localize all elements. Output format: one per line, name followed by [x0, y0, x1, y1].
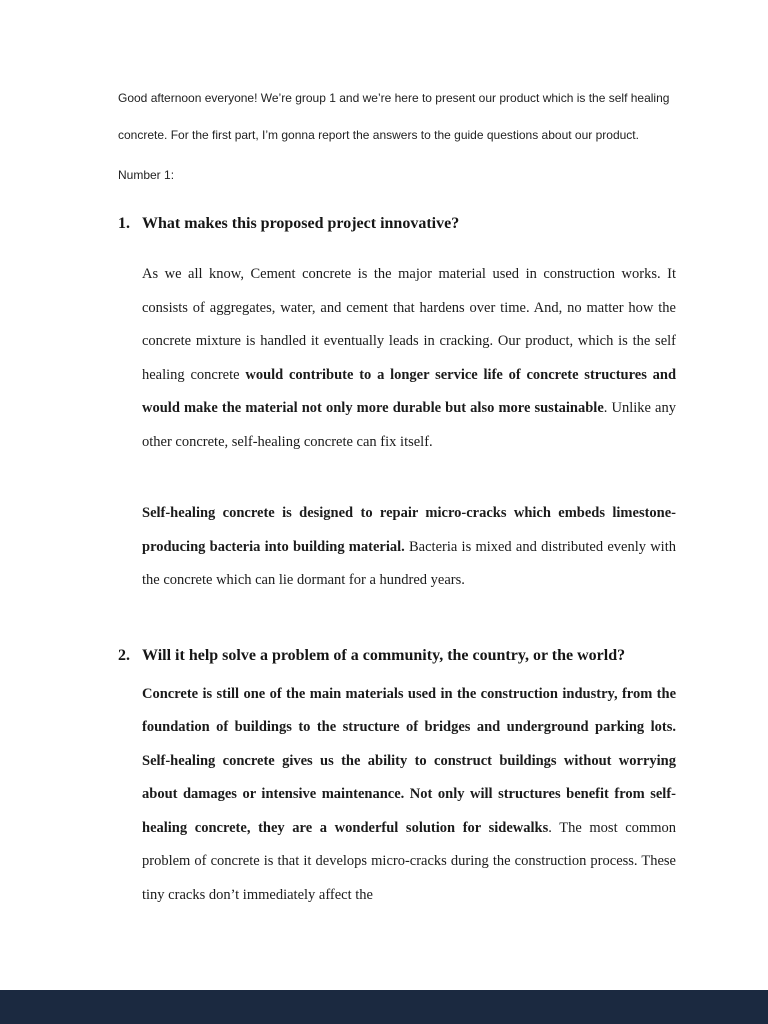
question-1-number: 1.	[118, 215, 130, 232]
question-1-title: What makes this proposed project innovative?	[142, 215, 460, 232]
question-1-paragraph-2: Self-healing concrete is designed to repair micro-cracks which embeds limestone-producing bacteria into building material. Bacteria is mixed and distributed evenly with the concrete which can lie dormant for a hundred years.	[142, 505, 676, 588]
question-1-heading	[118, 206, 676, 242]
number-label: Number 1:	[118, 168, 175, 182]
question-2-heading	[118, 638, 676, 674]
question-2-paragraph-1: Concrete is still one of the main materials used in the construction industry, from the foundation of buildings to the structure of bridges and underground parking lots. Self-healing concrete gives us the ability to construct buildings without worrying about damages or intensive maintenance. Not only will structures benefit from self-healing concrete, they are a wonderful solution for sidewalks. The most common problem of concrete is that it develops micro-cracks during the construction process. These tiny cracks don’t immediately affect the	[142, 685, 676, 903]
question-2-number: 2.	[118, 646, 130, 664]
question-2-title: Will it help solve a problem of a community, the country, or the world?	[142, 646, 626, 664]
question-1-paragraph-1: As we all know, Cement concrete is the major material used in construction works. It consists of aggregates, water, and cement that hardens over time. And, no matter how the concrete mixture is handled it eventually leads in cracking. Our product, which is the self healing concrete would contribute to a longer service life of concrete structures and would make the material not only more durable but also more sustainable. Unlike any other concrete, self-healing concrete can fix itself.	[142, 266, 677, 450]
viewer-footer-bar	[0, 990, 768, 1024]
intro-paragraph: Good afternoon everyone! We’re group 1 and we’re here to present our product which is the self healing concrete. For the first part, I’m gonna report the answers to the guide questions about our product.	[118, 91, 670, 142]
